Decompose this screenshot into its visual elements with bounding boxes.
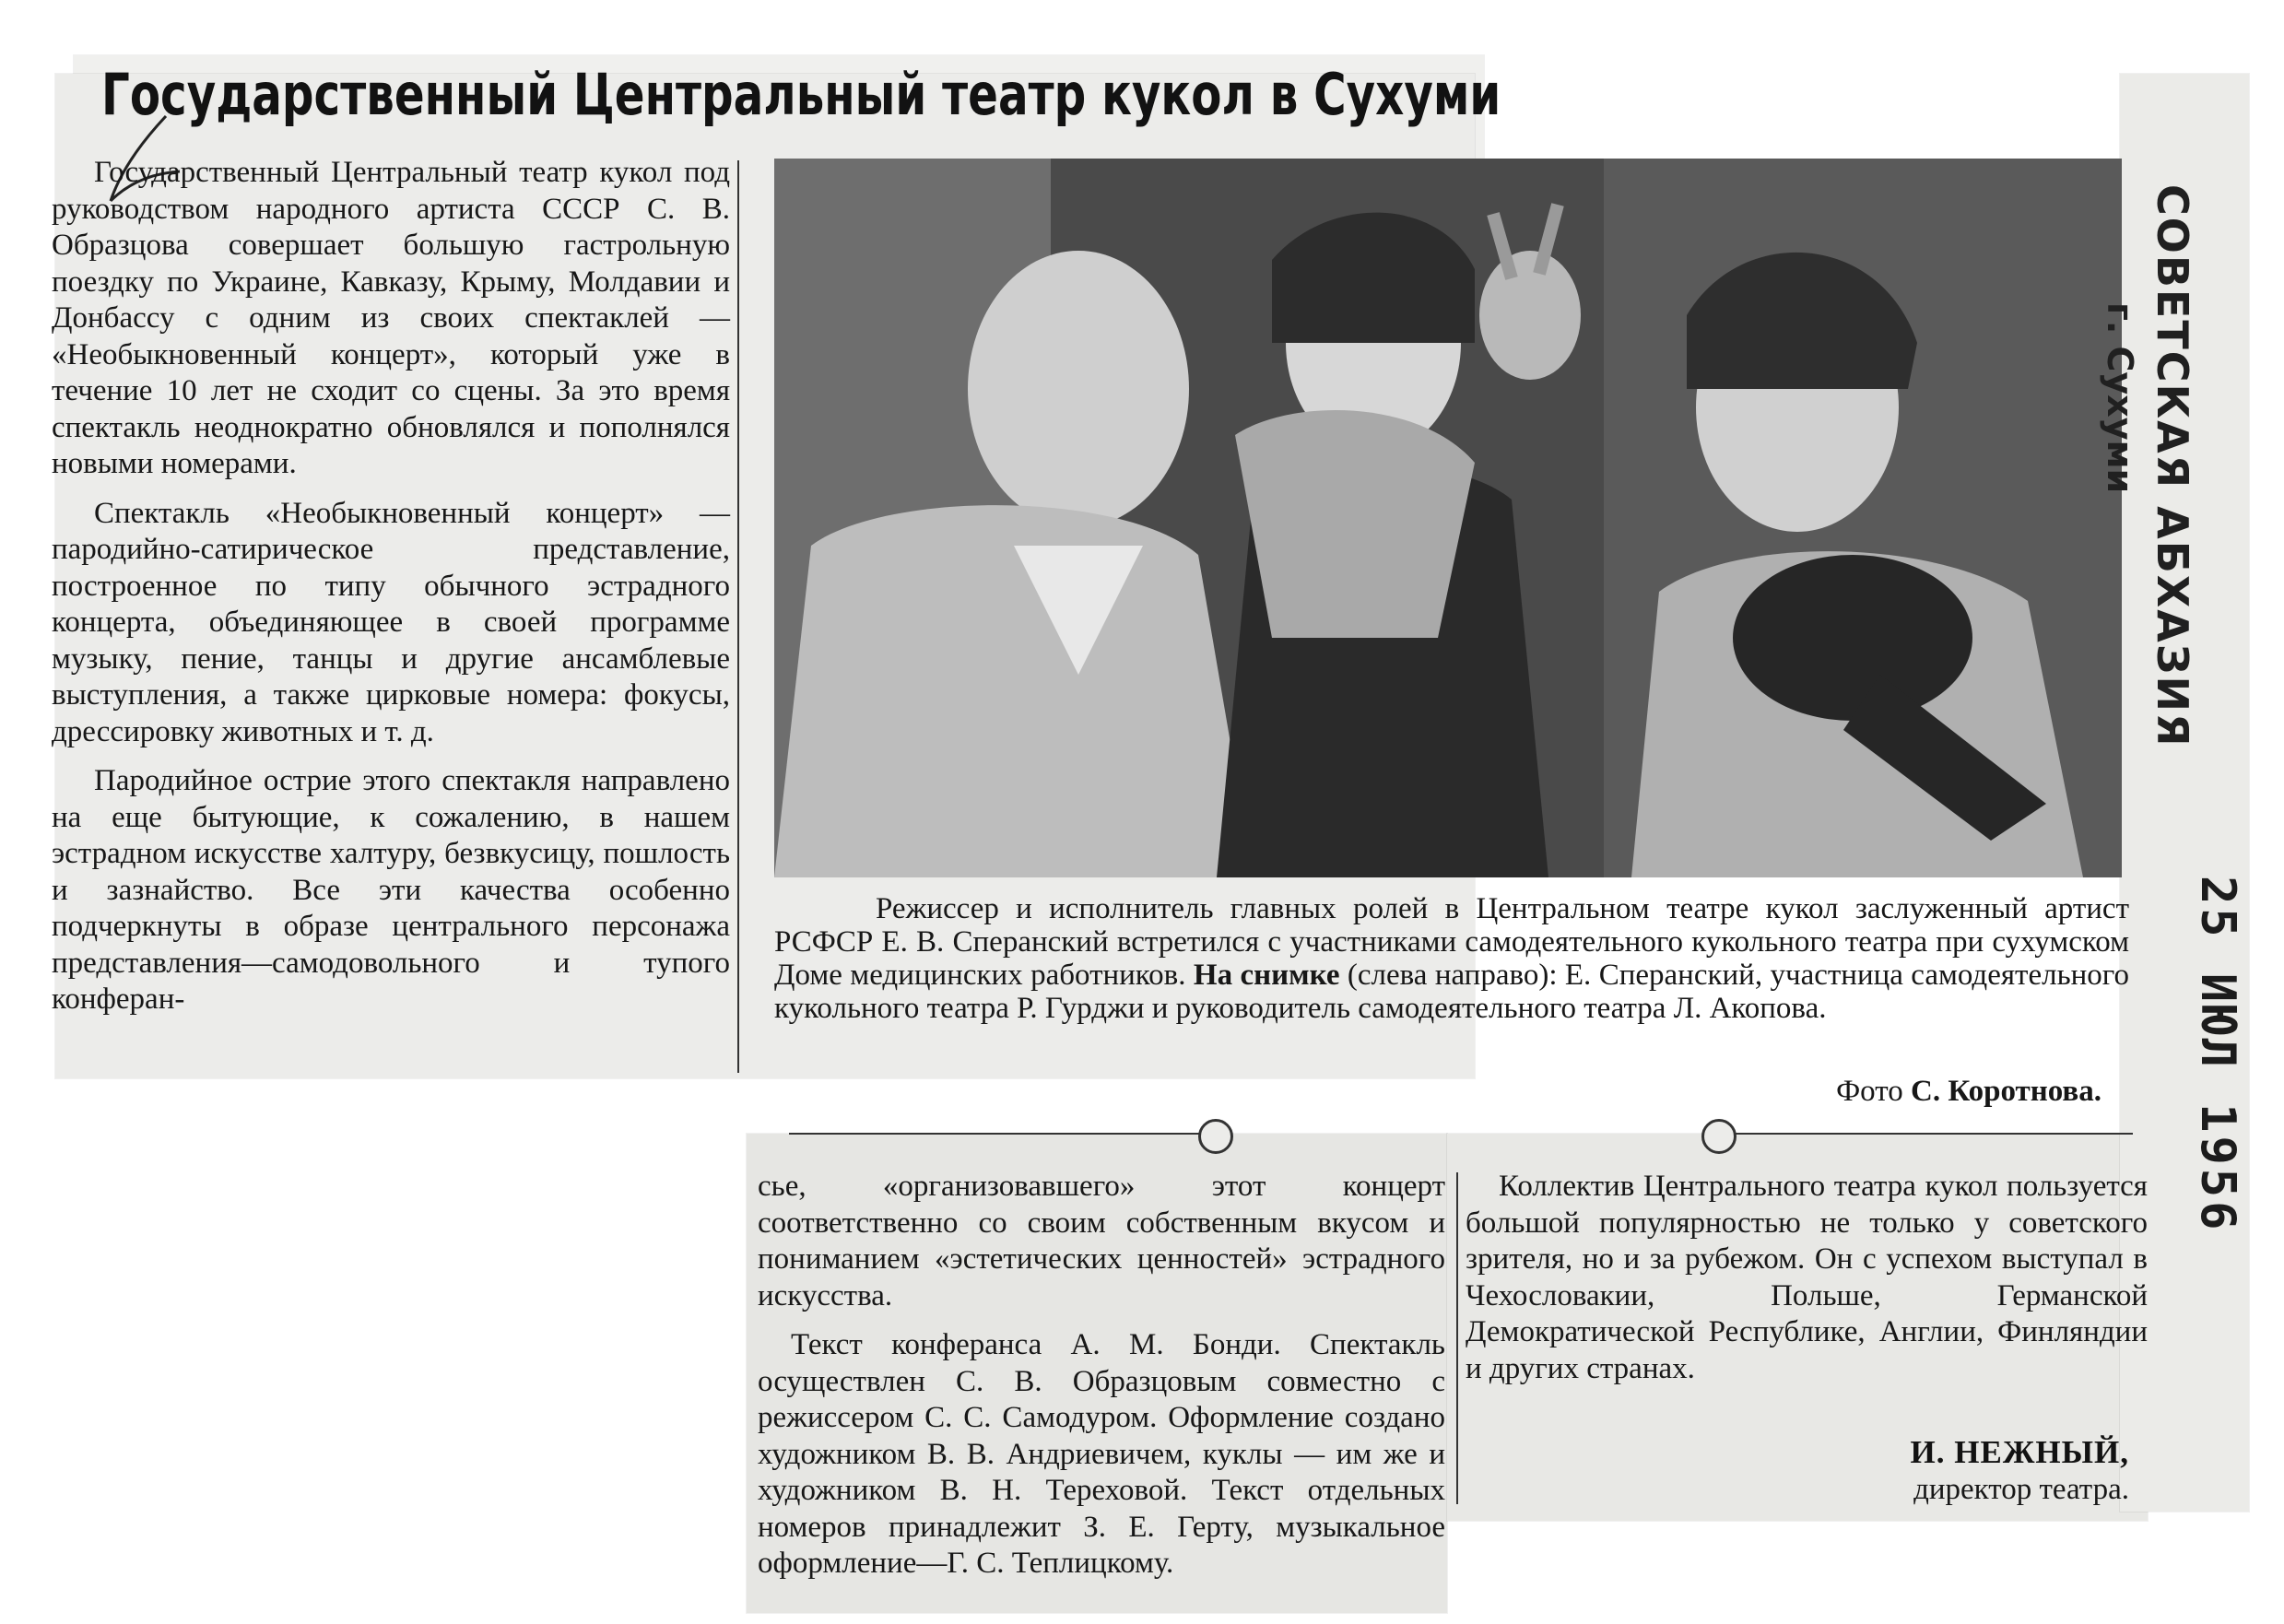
article-photo xyxy=(774,159,2122,877)
article-paragraph: Спектакль «Необыкновенный концерт» — пародийно-сатирическое представление, построенное по типу обычного эстрадного концерта, объединяющее в своей программе музыку, пение, танцы и другие ансамблевые выступления, а также цирковые номера: фокусы, дрессировку животных и т. д. xyxy=(52,496,730,748)
stamp-date: 25 ИЮЛ 1956 xyxy=(2190,876,2245,1234)
author-name: И. НЕЖНЫЙ, xyxy=(1910,1434,2129,1470)
column-divider xyxy=(1456,1172,1458,1504)
article-paragraph: Государственный Центральный театр кукол под руководством народного артиста СССР С. В. Образцова совершает большую гастрольную поездку по Украине, Кавказу, Крыму, Молдавии и Донбассу с одним из своих спектаклей — «Необыкновенный концерт», который уже в течение 10 лет не сходит со сцены. За это время спектакль неоднократно обновлялся и пополнялся новыми номерами. xyxy=(52,156,730,480)
separator-circle-icon xyxy=(1198,1119,1233,1154)
article-right-column xyxy=(1466,1169,2148,1400)
article-middle-column xyxy=(758,1169,1445,1595)
separator-rule-left xyxy=(789,1133,1204,1135)
caption-bold-text: На снимке xyxy=(1193,959,1340,992)
author-title: директор театра. xyxy=(1913,1473,2129,1506)
column-divider xyxy=(737,160,739,1073)
article-paragraph: Коллектив Центрального театра кукол пользуется большой популярностью не только у советского зрителя, но и за рубежом. Он с успехом выступал в Чехословакии, Польше, Германской Демократической Республике, Англии, Финляндии и других странах. xyxy=(1466,1170,2148,1385)
stamp-city: г. Сухуми xyxy=(2100,302,2140,494)
photo-image xyxy=(774,159,2122,877)
caption-text: Режиссер и исполнитель главных ролей в Центральном театре кукол заслуженный артист РСФСР Е. В. Сперанский встретился с участниками самодеятельного кукольного театра при сухумском Доме медицинских работников. xyxy=(774,892,2129,992)
caption-text-end: (слева направо): Е. Сперанский, участница самодеятельного кукольного театра Р. Гурджи и руководитель самодеятельного театра Л. Акопова. xyxy=(774,959,2130,1025)
article-headline: Государственный Центральный театр кукол в Сухуми xyxy=(101,61,1501,128)
stamp-newspaper-name: СОВЕТСКАЯ АБХАЗИЯ xyxy=(2148,184,2197,748)
article-paragraph: Текст конферанса А. М. Бонди. Спектакль осуществлен С. В. Образцовым совместно с режиссером С. С. Самодуром. Оформление создано художником В. В. Андриевичем, куклы — им же и художником В. Н. Тереховой. Текст отдельных номеров принадлежит З. Е. Герту, музыкальное оформление—Г. С. Теплицкому. xyxy=(758,1328,1445,1580)
separator-circle-icon xyxy=(1701,1119,1737,1154)
photo-credit-label: Фото xyxy=(1836,1075,1903,1108)
article-paragraph: Пародийное острие этого спектакля направлено на еще бытующие, к сожалению, в нашем эстрадном искусстве халтуру, безвкусицу, пошлость и зазнайство. Все эти качества особенно подчеркнуты в образе центрального персонажа представления—самодовольного и тупого конферан- xyxy=(52,764,730,1016)
photo-credit-name: С. Коротнова. xyxy=(1910,1075,2102,1108)
separator-rule-right xyxy=(1735,1133,2133,1135)
photo-caption xyxy=(774,892,2129,1025)
photo-credit xyxy=(1733,1075,2102,1109)
article-paragraph: сье, «организовавшего» этот концерт соответственно со своим собственным вкусом и пониманием «эстетических ценностей» эстрадного искусства. xyxy=(758,1170,1445,1312)
article-left-column xyxy=(52,155,730,1031)
